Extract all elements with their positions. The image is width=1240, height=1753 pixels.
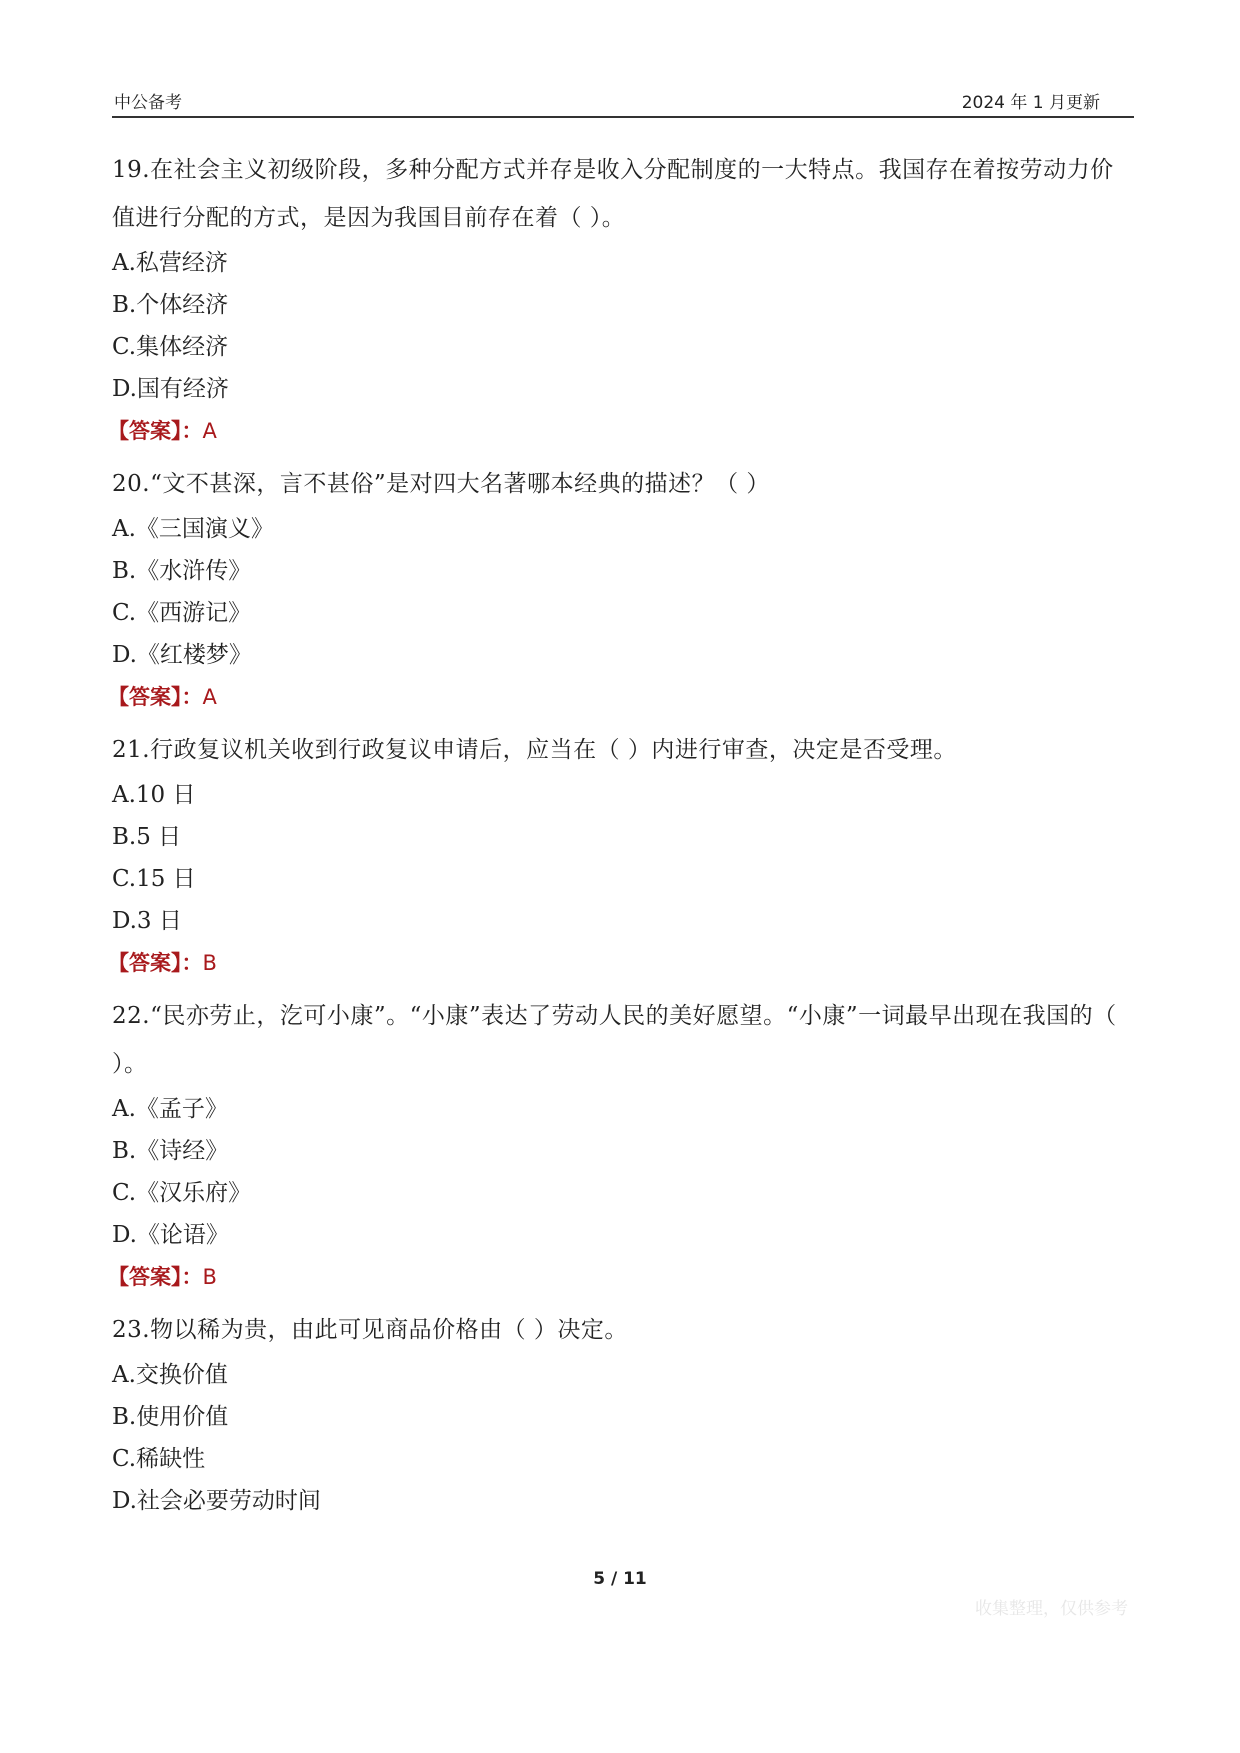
question-stem: 19.在社会主义初级阶段，多种分配方式并存是收入分配制度的一大特点。我国存在着按劳动力价值进行分配的方式，是因为我国目前存在着（ ）。 [112,157,1114,231]
answer-label: 【答案】： [108,419,203,443]
option-b: B.个体经济 [112,292,229,318]
option-a: A.交换价值 [112,1362,228,1388]
option-d: D.3 日 [112,908,182,934]
answer-line [108,1256,1134,1298]
answer-value: B [202,1265,217,1289]
answer-label: 【答案】： [108,1265,203,1289]
header-brand: 中公备考 [114,93,182,113]
option-d: D.社会必要劳动时间 [112,1488,321,1514]
page-number: 5 / 11 [593,1569,647,1589]
option-d: D.《红楼梦》 [112,642,252,668]
option-b: B.5 日 [112,824,182,850]
option-b: B.使用价值 [112,1404,229,1430]
question-stem: 23.物以稀为贵，由此可见商品价格由（ ）决定。 [112,1317,628,1343]
option-b: B.《诗经》 [112,1138,229,1164]
question-list [108,146,1134,1522]
option-a: A.私营经济 [112,250,228,276]
question-stem: 20.“文不甚深，言不甚俗”是对四大名著哪本经典的描述？（ ） [112,471,770,497]
question-19 [108,146,1134,452]
answer-label: 【答案】： [108,685,203,709]
question-21 [108,726,1134,984]
option-d: D.《论语》 [112,1222,229,1248]
answer-line [108,942,1134,984]
answer-line [108,676,1134,718]
option-c: C.《西游记》 [112,600,252,626]
watermark-text: 收集整理，仅供参考 [975,1599,1128,1619]
question-20 [108,460,1134,718]
question-22 [108,992,1134,1298]
answer-value: A [202,685,217,709]
answer-line [108,410,1134,452]
option-a: A.10 日 [112,782,196,808]
question-stem: 22.“民亦劳止，汔可小康”。“小康”表达了劳动人民的美好愿望。“小康”一词最早出现在我国的（ ）。 [112,1003,1117,1077]
header-update-date: 2024 年 1 月更新 [961,93,1100,113]
option-c: C.集体经济 [112,334,229,360]
answer-label: 【答案】： [108,951,203,975]
option-a: A.《孟子》 [112,1096,228,1122]
page-header [112,86,1134,118]
option-d: D.国有经济 [112,376,229,402]
option-a: A.《三国演义》 [112,516,274,542]
question-stem: 21.行政复议机关收到行政复议申请后，应当在（ ）内进行审查，决定是否受理。 [112,737,957,763]
question-23 [112,1306,1134,1522]
answer-value: B [202,951,217,975]
option-c: C.稀缺性 [112,1446,206,1472]
option-c: C.15 日 [112,866,196,892]
answer-value: A [202,419,217,443]
option-b: B.《水浒传》 [112,558,252,584]
option-c: C.《汉乐府》 [112,1180,252,1206]
